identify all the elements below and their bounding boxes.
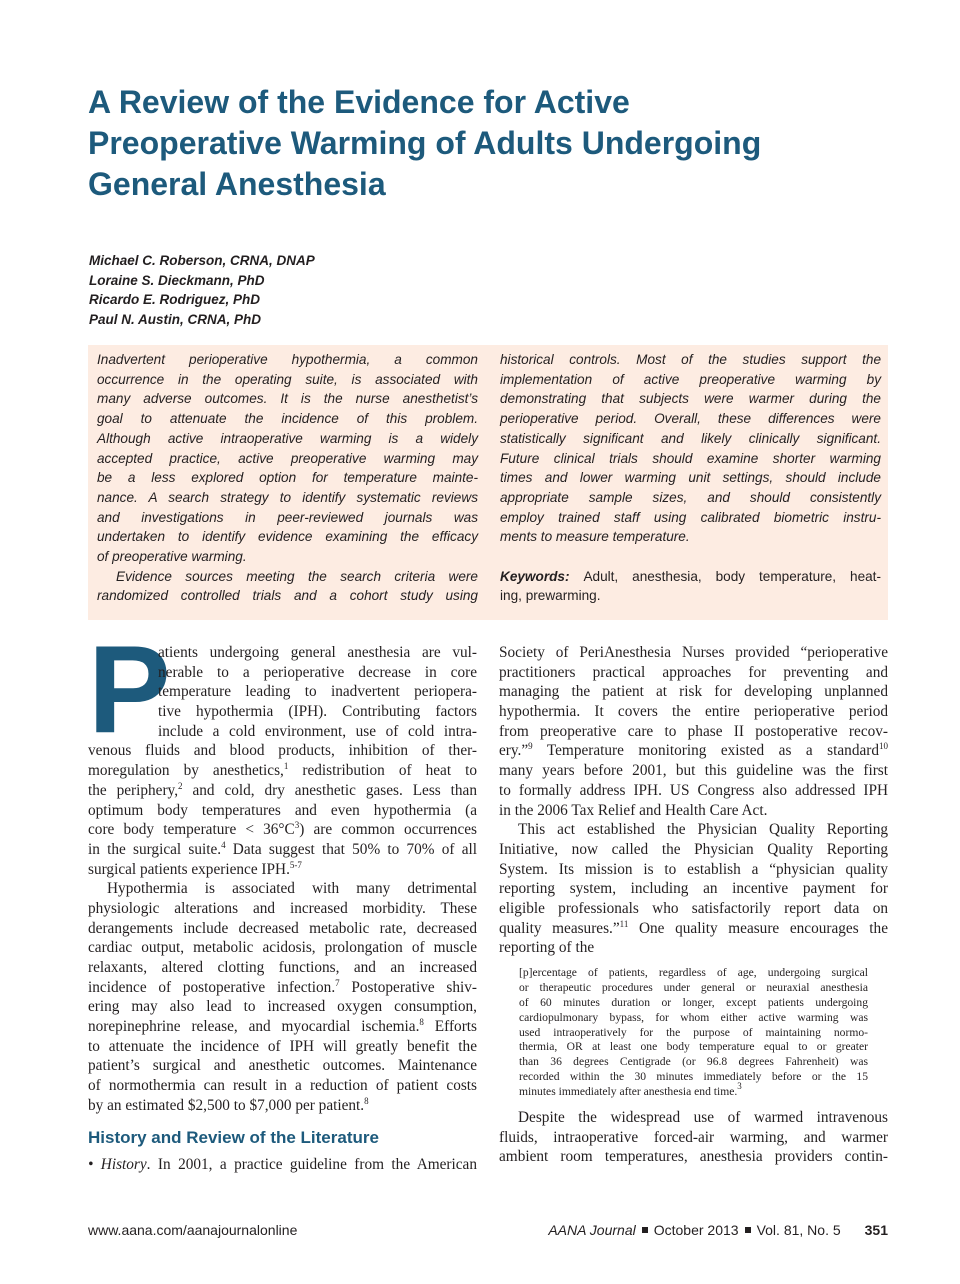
text-run: minutes immediately after anesthesia end time.	[519, 1085, 738, 1099]
body-line	[499, 919, 888, 939]
quote-line: [p]ercentage of patients, regardless of age, undergoing surgical	[519, 966, 868, 979]
body-line: practitioners practical approaches for preventing and	[499, 663, 888, 681]
abstract-line: appropriate sample sizes, and should consistently	[500, 489, 881, 505]
text-run: core body temperature < 36°C	[88, 821, 295, 839]
abstract-line: Although active intraoperative warming is a widely	[97, 430, 478, 446]
quote-line	[519, 1081, 868, 1100]
footer-journal: AANA Journal	[548, 1222, 636, 1238]
abstract-line: implementation of active preoperative warming by	[500, 371, 881, 387]
body-line: temperature leading to inadvertent periopera-	[158, 683, 477, 701]
block-quote	[519, 966, 868, 1100]
citation: 8	[364, 1095, 369, 1106]
body-line: This act established the Physician Quality Reporting	[518, 821, 888, 839]
abstract-line: be a less explored option for temperature mainte-	[97, 470, 478, 486]
body-line: venous fluids and blood products, inhibition of ther-	[88, 742, 477, 760]
body-line: Society of PeriAnesthesia Nurses provided “perioperative	[499, 644, 888, 661]
body-line	[88, 781, 477, 801]
keywords-line: ing, prewarming.	[500, 588, 601, 604]
quote-line: or therapeutic procedures under general or neuraxial anesthesia	[519, 980, 868, 994]
abstract-line: demonstrating that subjects were warmer during the	[500, 391, 881, 407]
text-run: surgical patients experience IPH.	[88, 860, 290, 878]
abstract-line: perioperative period. Overall, these differences were	[500, 411, 881, 427]
citation: 1	[283, 761, 289, 772]
article-title	[88, 82, 888, 205]
body-line: ambient room temperatures, anesthesia providers contin-	[499, 1148, 888, 1166]
body-line	[88, 761, 477, 781]
body-line: from preoperative care to phase II postoperative recov-	[499, 722, 888, 740]
body-left-column	[88, 621, 478, 1174]
body-line: hypothermia. It covers the entire perioperative period	[499, 703, 888, 721]
citation: 5-7	[289, 859, 302, 870]
body-line: Initiative, now called the Physician Quality Reporting	[499, 840, 888, 858]
citation: 3	[737, 1081, 742, 1092]
body-line	[88, 840, 477, 860]
body-line	[499, 741, 888, 761]
body-line: Hypothermia is associated with many detrimental	[107, 880, 477, 898]
text-run: incidence of postoperative infection.	[88, 978, 336, 996]
body-line: derangements include decreased metabolic rate, decreased	[88, 919, 477, 937]
body-line: fluids, intraoperative forced-air warming, and warmer	[499, 1128, 888, 1146]
abstract-line: Inadvertent perioperative hypothermia, a common	[97, 352, 478, 367]
body-right-column	[499, 643, 888, 1167]
body-line: patient’s surgical and anesthetic outcomes. Maintenance	[88, 1057, 477, 1075]
abstract-line: times and lower warming unit settings, should include	[500, 470, 881, 486]
title-line: A Review of the Evidence for Active	[88, 84, 630, 120]
body-line: atients undergoing general anesthesia are vul-	[158, 644, 477, 661]
text-run: . In 2001, a practice guideline from the American	[146, 1155, 477, 1173]
abstract-line: nance. A search strategy to identify systematic reviews	[97, 489, 478, 505]
text-run: ery.”	[499, 742, 529, 760]
subheading-history: • History	[88, 1155, 147, 1173]
abstract-line: of preoperative warming.	[97, 549, 247, 565]
square-bullet-icon	[642, 1227, 648, 1233]
abstract-line: employ trained staff using calibrated biometric instru-	[500, 509, 881, 525]
quote-line: recorded within the 30 minutes immediately before or the 15	[519, 1070, 868, 1084]
text-run: ) are common occurrences	[299, 821, 477, 839]
abstract-right-column	[500, 350, 881, 606]
body-line: include a cold environment, use of cold intra-	[158, 722, 477, 740]
citation: 4	[221, 839, 226, 850]
quote-line: cardiopulmonary bypass, for whom either active warming was	[519, 1010, 868, 1024]
citation: 11	[619, 918, 629, 929]
body-line: Despite the widespread use of warmed intravenous	[518, 1109, 888, 1127]
text-run: Efforts	[423, 1018, 477, 1036]
text-run: Postoperative shiv-	[339, 978, 477, 996]
square-bullet-icon	[745, 1227, 751, 1233]
author: Ricardo E. Rodriguez, PhD	[89, 292, 261, 308]
text-run: One quality measure encourages the	[628, 919, 888, 937]
abstract-line: many adverse outcomes. It is the nurse anesthetist’s	[97, 391, 478, 407]
body-line: many years before 2001, but this guideline was the first	[499, 762, 888, 780]
text-run: moregulation by anesthetics,	[88, 762, 284, 780]
text-run: the periphery,	[88, 781, 179, 799]
abstract-line: Evidence sources meeting the search criteria were	[116, 568, 478, 584]
author: Paul N. Austin, CRNA, PhD	[89, 312, 262, 328]
author-list	[89, 251, 489, 330]
keywords-line	[500, 567, 881, 587]
citation: 7	[335, 977, 340, 988]
citation: 9	[528, 741, 533, 752]
body-line	[88, 860, 477, 880]
body-line: nerable to a perioperative decrease in core	[158, 663, 477, 681]
body-line	[88, 978, 477, 998]
keywords-text: Adult, anesthesia, body temperature, heat-	[583, 568, 881, 584]
abstract-left-column	[97, 350, 478, 606]
abstract-line: statistically significant and likely clinically significant.	[500, 430, 881, 446]
body-line: System. Its mission is to establish a “physician quality	[499, 860, 888, 878]
abstract-line: and investigations in peer-reviewed journals was	[97, 509, 478, 525]
body-line: cardiac output, metabolic acidosis, prolongation of muscle	[88, 939, 477, 957]
drop-cap: P	[88, 621, 171, 759]
footer-date: October 2013	[653, 1222, 739, 1238]
citation: 10	[879, 741, 888, 752]
footer-url: www.aana.com/aanajournalonline	[88, 1222, 298, 1238]
body-line: managing the patient at risk for developing unplanned	[499, 683, 888, 701]
body-line	[88, 1096, 477, 1116]
page-number: 351	[864, 1222, 888, 1238]
quote-line: used intraoperatively for the purpose of maintaining normo-	[519, 1025, 868, 1039]
footer-volume: Vol. 81, No. 5	[756, 1222, 841, 1238]
body-line: tive hypothermia (IPH). Contributing factors	[158, 703, 477, 721]
body-line	[88, 1017, 477, 1037]
author: Michael C. Roberson, CRNA, DNAP	[89, 253, 315, 268]
quote-line: than 36 degrees Centigrade (or 96.8 degrees Fahrenheit) was	[519, 1055, 868, 1069]
body-line: in the 2006 Tax Relief and Health Care Act.	[499, 801, 768, 819]
body-line: relaxants, altered clotting functions, and an increased	[88, 959, 477, 976]
abstract-box	[88, 345, 888, 620]
quote-line: of 60 minutes duration or longer, except patients undergoing	[519, 995, 868, 1009]
abstract-spacer	[500, 547, 881, 567]
keywords-label: Keywords:	[500, 568, 570, 584]
abstract-line: randomized controlled trials and a cohort study using	[97, 588, 478, 604]
citation: 3	[294, 820, 300, 831]
citation: 8	[419, 1017, 424, 1028]
text-run: by an estimated $2,500 to $7,000 per patient.	[88, 1096, 365, 1114]
body-line: reporting of the	[499, 939, 595, 957]
abstract-line: ments to measure temperature.	[500, 529, 690, 545]
text-run: redistribution of heat to	[288, 762, 477, 780]
abstract-line: undertaken to identify evidence examining the efficacy	[97, 529, 478, 545]
abstract-line: goal to attenuate the incidence of this problem.	[97, 411, 478, 427]
body-line: to attenuate the incidence of IPH will greatly benefit the	[88, 1037, 477, 1055]
text-run: quality measures.”	[499, 919, 620, 937]
body-line: physiologic alterations and increased morbidity. These	[88, 899, 477, 917]
text-run: norepinephrine release, and myocardial ischemia.	[88, 1018, 420, 1036]
body-line: eligible professionals who satisfactorily report data on	[499, 899, 888, 917]
body-line	[88, 1155, 477, 1175]
body-line: of normothermia can result in a reduction of patient costs	[88, 1077, 477, 1095]
body-line	[88, 820, 477, 840]
text-run: Data suggest that 50% to 70% of all	[225, 840, 478, 858]
text-run: and cold, dry anesthetic gases. Less than	[182, 781, 477, 799]
title-line: Preoperative Warming of Adults Undergoing	[88, 125, 762, 161]
text-run: in the surgical suite.	[88, 840, 222, 858]
body-line: ering may also lead to increased oxygen consumption,	[88, 998, 477, 1016]
author: Loraine S. Dieckmann, PhD	[89, 272, 265, 288]
title-line: General Anesthesia	[88, 166, 386, 202]
body-line: reporting system, including an incentive payment for	[499, 880, 888, 898]
citation: 2	[178, 780, 183, 791]
quote-line: thermia, OR at least one body temperature equal to or greater	[519, 1040, 868, 1054]
abstract-line: historical controls. Most of the studies support the	[500, 352, 881, 367]
abstract-line: occurrence in the operating suite, is associated with	[97, 371, 478, 387]
footer-citation	[548, 1222, 888, 1238]
abstract-line: Future clinical trials should examine shorter warming	[500, 450, 881, 466]
abstract-line: accepted practice, active preoperative warming may	[97, 450, 478, 466]
body-line: to formally address IPH. US Congress also addressed IPH	[499, 781, 888, 799]
body-line: optimum body temperatures and even hypothermia (a	[88, 801, 477, 819]
text-run: Temperature monitoring existed as a standard	[532, 742, 879, 760]
section-heading: History and Review of the Literature	[88, 1127, 379, 1147]
